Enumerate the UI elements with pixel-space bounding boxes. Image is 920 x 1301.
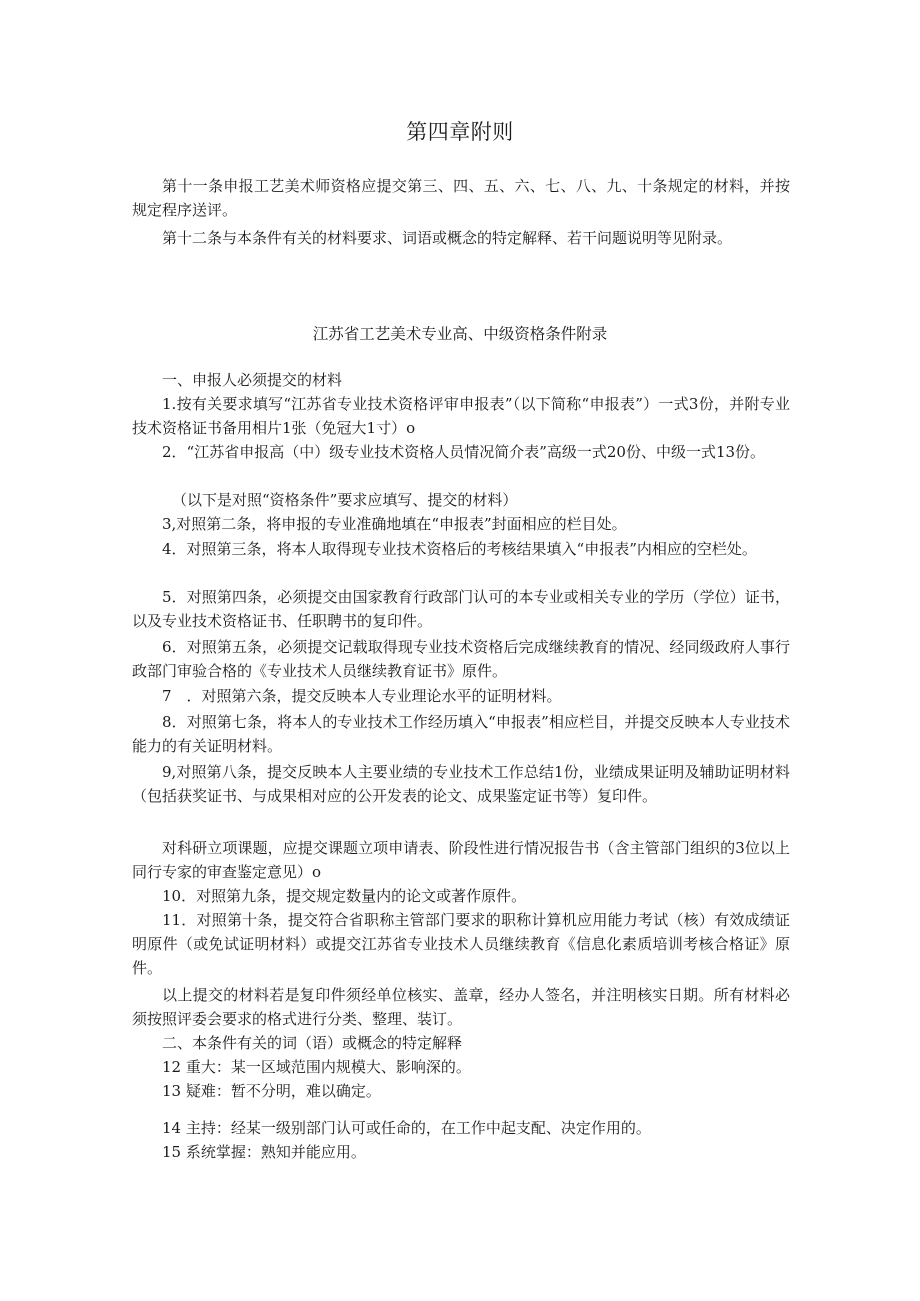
chapter-title: 第四章附则 <box>406 120 514 144</box>
item-summary: 以上提交的材料若是复印件须经单位核实、盖章，经办人签名，并注明核实日期。所有材料必须按照评委会要求的格式进行分类、整理、装订。 <box>132 986 790 1028</box>
item-6: 6．对照第五条，必须提交记载取得现专业技术资格后完成继续教育的情况、经同级政府人事行政部门审验合格的《专业技术人员继续教育证书》原件。 <box>132 638 790 680</box>
item-9: 9,对照第八条，提交反映本人主要业绩的专业技术工作总结1份，业绩成果证明及辅助证明材料（包括获奖证书、与成果相对应的公开发表的论文、成果鉴定证书等）复印件。 <box>132 763 790 805</box>
section1-heading: 一、申报人必须提交的材料 <box>162 371 343 389</box>
item-10: 10．对照第九条，提交规定数量内的论文或著作原件。 <box>162 887 527 905</box>
item-4: 4．对照第三条，将本人取得现专业技术资格后的考核结果填入“申报表”内相应的空栏处。 <box>162 540 757 558</box>
appendix-title: 江苏省工艺美术专业高、中级资格条件附录 <box>312 325 608 343</box>
item-5: 5．对照第四条，必须提交由国家教育行政部门认可的本专业或相关专业的学历（学位）证书，以及专业技术资格证书、任职聘书的复印件。 <box>132 588 790 630</box>
article-12: 第十二条与本条件有关的材料要求、词语或概念的特定解释、若干问题说明等见附录。 <box>162 229 733 247</box>
item-2: 2．“江苏省申报高（中）级专业技术资格人员情况简介表”高级一式20份、中级一式13份。 <box>162 443 766 461</box>
term-13: 13 疑难：暂不分明，难以确定。 <box>162 1082 381 1100</box>
term-12: 12 重大：某一区域范围内规模大、影响深的。 <box>162 1058 471 1076</box>
article-11: 第十一条申报工艺美术师资格应提交第三、四、五、六、七、八、九、十条规定的材料，并按规定程序送评。 <box>132 177 790 219</box>
item-7: 7 ．对照第六条，提交反映本人专业理论水平的证明材料。 <box>162 687 562 705</box>
item-11: 11．对照第十条，提交符合省职称主管部门要求的职称计算机应用能力考试（核）有效成绩证明原件（或免试证明材料）或提交江苏省专业技术人员继续教育《信息化素质培训考核合格证》原件。 <box>132 911 790 977</box>
item-8: 8．对照第七条，将本人的专业技术工作经历填入“申报表”相应栏目，并提交反映本人专业技术能力的有关证明材料。 <box>132 713 790 755</box>
section2-heading: 二、本条件有关的词（语）或概念的特定解释 <box>162 1034 463 1052</box>
item-research: 对科研立项课题，应提交课题立项申请表、阶段性进行情况报告书（含主管部门组织的3位以上同行专家的审查鉴定意见）o <box>132 839 790 881</box>
term-15: 15 系统掌握：熟知并能应用。 <box>162 1143 366 1161</box>
item-1: 1.按有关要求填写“江苏省专业技术资格评审申报表”（以下简称“申报表”）一式3份，并附专业技术资格证书备用相片1张（免冠大1寸）o <box>132 395 790 437</box>
item-3: 3,对照第二条，将申报的专业准确地填在“申报表”封面相应的栏目处。 <box>162 515 627 533</box>
term-14: 14 主持：经某一级别部门认可或任命的，在工作中起支配、决定作用的。 <box>162 1119 651 1137</box>
item-note: （以下是对照“资格条件”要求应填写、提交的材料） <box>172 491 518 509</box>
